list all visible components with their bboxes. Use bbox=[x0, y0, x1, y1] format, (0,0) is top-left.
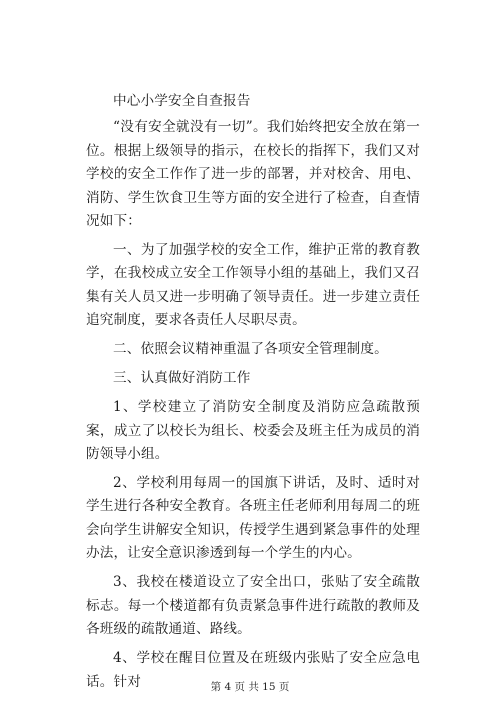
paragraph-section-3-heading: 三、认真做好消防工作 bbox=[113, 370, 251, 387]
document-body bbox=[86, 90, 420, 700]
paragraph-section-2: 二、依照会议精神重温了各项安全管理制度。 bbox=[113, 341, 388, 358]
paragraph-item-2: 2、学校利用每周一的国旗下讲话，及时、适时对学生进行各种安全教育。各班主任老师利用每周二的班会向学生讲解安全知识，传授学生遇到紧急事件的处理办法，让安全意识渗透到每一个学生的内心。 bbox=[86, 475, 420, 562]
paragraph-item-4: 4、学校在醒目位置及在班级内张贴了安全应急电话。针对 bbox=[86, 650, 420, 690]
paragraph-intro: “没有安全就没有一切”。我们始终把安全放在第一位。根据上级领导的指示，在校长的指挥下，我们又对学校的安全工作作了进一步的部署，并对校舍、用电、消防、学生饮食卫生等方面的安全进行了检查，自查情况如下： bbox=[86, 119, 420, 230]
paragraph-item-1: 1、学校建立了消防安全制度及消防应急疏散预案，成立了以校长为组长、校委会及班主任为成员的消防领导小组。 bbox=[86, 399, 420, 463]
paragraph-item-3: 3、我校在楼道设立了安全出口，张贴了安全疏散标志。每一个楼道都有负责紧急事件进行疏散的教师及各班级的疏散通道、路线。 bbox=[86, 574, 420, 638]
paragraph-section-1: 一、为了加强学校的安全工作，维护正常的教育教学，在我校成立安全工作领导小组的基础上，我们又召集有关人员又进一步明确了领导责任。进一步建立责任追究制度，要求各责任人尽职尽责。 bbox=[86, 242, 420, 329]
page-footer: 第 4 页 共 15 页 bbox=[210, 681, 290, 693]
document-title: 中心小学安全自查报告 bbox=[113, 93, 251, 109]
